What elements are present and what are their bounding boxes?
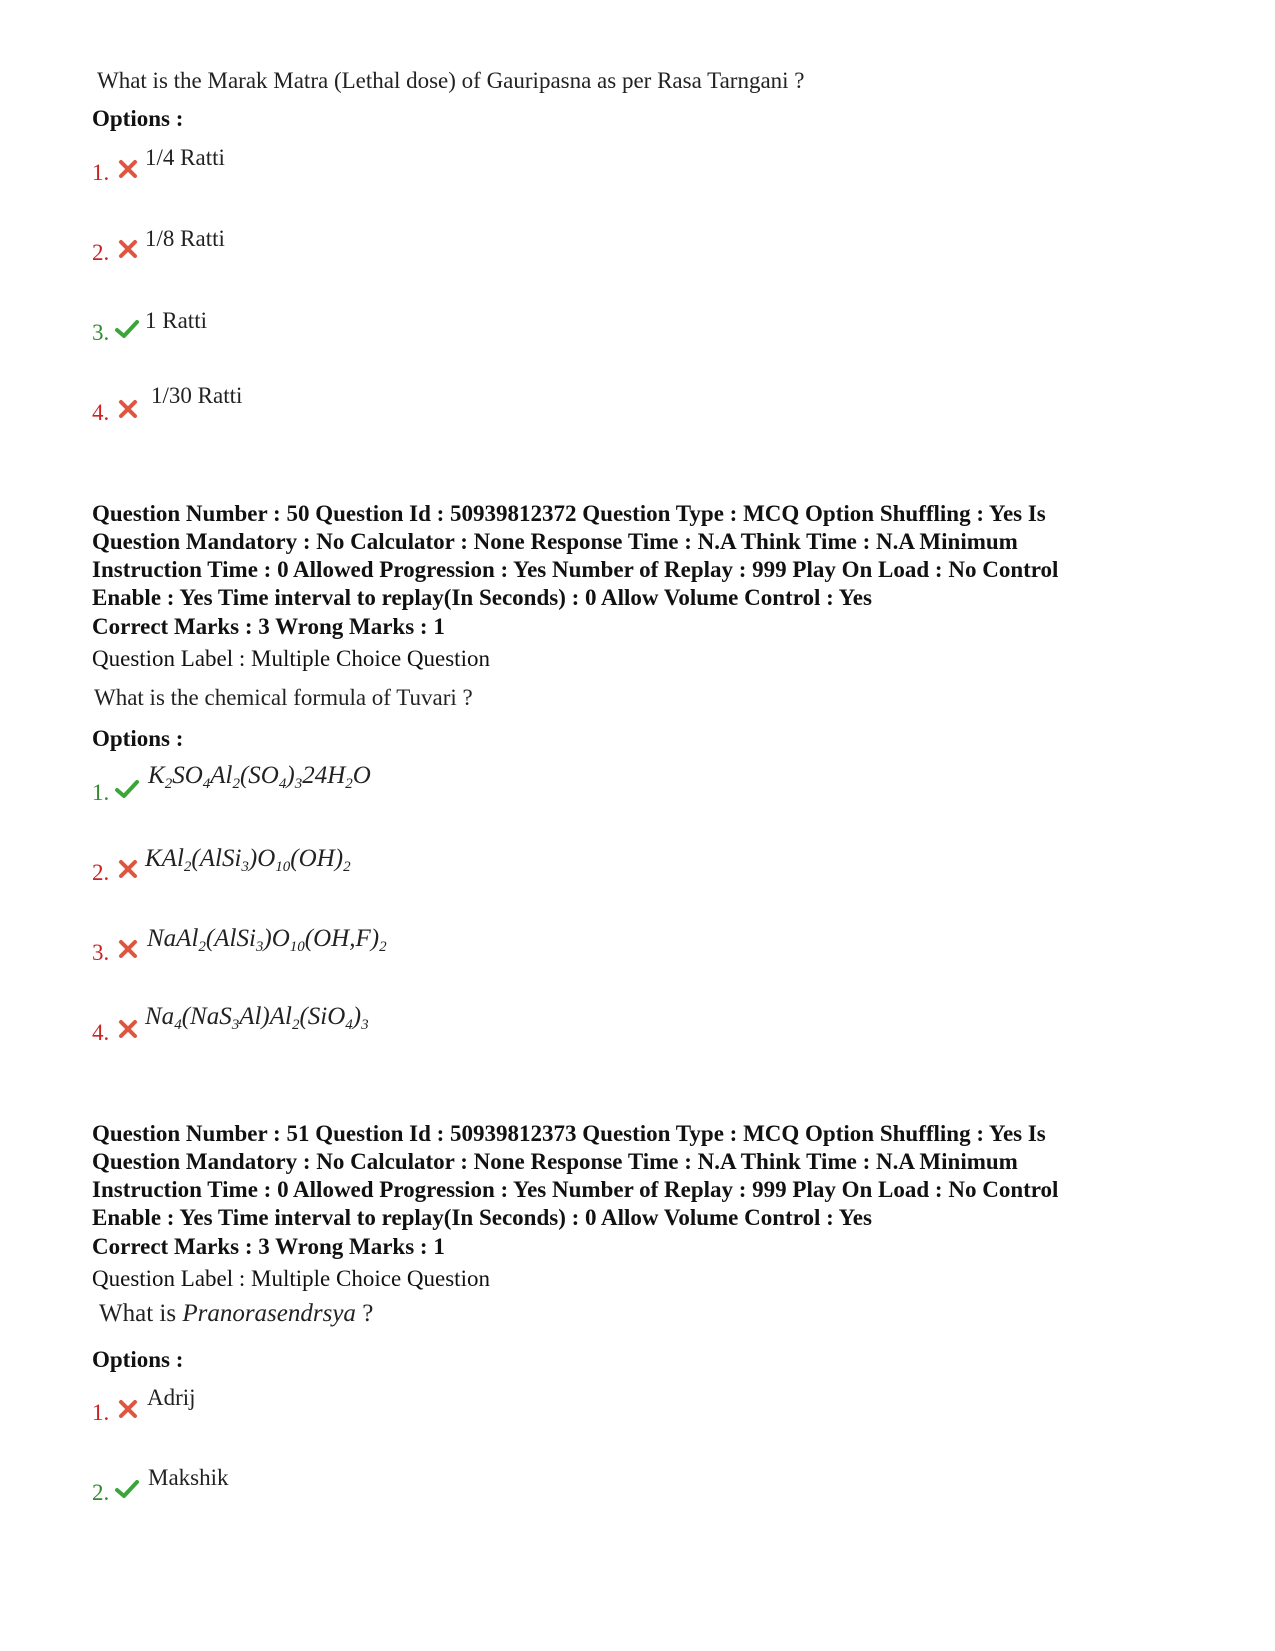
option-text: Makshik [148,1465,229,1490]
formula-text: )O [263,925,290,952]
formula-text: ) [286,762,295,789]
check-icon [114,318,140,340]
option-number: 1. [92,160,110,185]
formula-text: (OH) [290,845,344,872]
question-meta [92,1120,1202,1232]
formula-subscript: 3 [361,1017,369,1033]
formula-text: K [148,762,165,789]
formula-subscript: 2 [164,776,173,792]
question-label: Question Label : Multiple Choice Question [92,1266,490,1291]
option-item [92,780,109,806]
options-label: Options : [92,726,184,751]
option-formula [145,845,351,876]
formula-text: Na [145,1003,175,1030]
meta-line: Instruction Time : 0 Allowed Progression : Yes Number of Replay : 999 Play On Load : No Control [92,557,1059,582]
cross-icon [116,158,142,180]
option-number: 2. [92,1480,110,1505]
meta-line: Question Mandatory : No Calculator : None Response Time : N.A Think Time : N.A Minimum [92,1149,1018,1174]
option-number: 3. [92,940,110,965]
formula-text: )O [248,845,276,872]
option-number: 1. [92,780,110,805]
formula-subscript: 2 [232,776,240,792]
option-number: 4. [92,400,110,425]
formula-text: Al [210,762,233,789]
formula-subscript: 4 [202,776,211,792]
formula-subscript: 2 [343,859,351,875]
formula-subscript: 3 [241,859,249,875]
formula-subscript: 2 [183,859,192,875]
option-number: 3. [92,320,110,345]
option-item [92,1400,109,1426]
question-prefix: What is [99,1300,183,1327]
formula-subscript: 2 [379,939,387,955]
option-item [92,400,109,426]
formula-text: ) [352,1003,362,1030]
question-text [99,1300,373,1328]
option-number: 1. [92,1400,110,1425]
meta-line: Enable : Yes Time interval to replay(In Seconds) : 0 Allow Volume Control : Yes [92,1205,872,1230]
marks-line: Correct Marks : 3 Wrong Marks : 1 [92,1234,445,1259]
option-text: 1/8 Ratti [145,226,225,251]
question-label: Question Label : Multiple Choice Question [92,646,490,671]
option-number: 2. [92,240,110,265]
formula-text: SO [172,762,203,789]
option-number: 2. [92,860,110,885]
option-formula [147,925,387,956]
check-icon [114,778,140,800]
formula-subscript: 3 [294,776,303,792]
option-text: Adrij [147,1385,196,1410]
question-term: Pranorasendrsya [182,1300,356,1327]
cross-icon [116,1398,142,1420]
formula-text: (AlSi [205,925,256,952]
formula-subscript: 4 [174,1017,182,1033]
check-icon [114,1478,140,1500]
formula-text: Al)Al [239,1003,292,1030]
meta-line: Instruction Time : 0 Allowed Progression : Yes Number of Replay : 999 Play On Load : No Control [92,1177,1059,1202]
formula-subscript: 4 [345,1017,353,1033]
option-text: 1/30 Ratti [151,383,243,408]
formula-text: O [352,762,371,789]
formula-text: 24H [302,762,346,789]
option-item [92,240,109,266]
option-item [92,1020,109,1046]
meta-line: Question Number : 51 Question Id : 50939812373 Question Type : MCQ Option Shuffling : Yes Is [92,1121,1046,1146]
options-label: Options : [92,1347,184,1372]
formula-subscript: 3 [255,939,264,955]
option-item [92,320,109,346]
option-formula [145,1003,369,1034]
formula-subscript: 10 [275,859,291,875]
cross-icon [116,938,142,960]
option-text: 1/4 Ratti [145,145,225,170]
formula-text: (SO [239,762,279,789]
formula-subscript: 3 [231,1017,240,1033]
question-meta [92,500,1202,612]
option-item [92,940,109,966]
meta-line: Enable : Yes Time interval to replay(In Seconds) : 0 Allow Volume Control : Yes [92,585,872,610]
cross-icon [116,858,142,880]
options-label: Options : [92,106,184,131]
formula-subscript: 10 [289,939,305,955]
option-item [92,160,109,186]
option-text: 1 Ratti [145,308,207,333]
meta-line: Question Mandatory : No Calculator : None Response Time : N.A Think Time : N.A Minimum [92,529,1018,554]
cross-icon [116,238,142,260]
question-suffix: ? [355,1300,374,1327]
option-item [92,860,109,886]
formula-text: (OH,F) [304,925,380,952]
formula-subscript: 2 [198,939,206,955]
formula-text: (NaS [181,1003,232,1030]
cross-icon [116,1018,142,1040]
question-text: What is the chemical formula of Tuvari ? [94,685,473,710]
formula-text: KAl [145,845,184,872]
formula-subscript: 4 [278,776,287,792]
option-item [92,1480,109,1506]
formula-text: (SiO [299,1003,346,1030]
formula-subscript: 2 [291,1017,300,1033]
formula-text: (AlSi [191,845,242,872]
option-number: 4. [92,1020,110,1045]
formula-subscript: 2 [345,776,353,792]
formula-text: NaAl [147,925,199,952]
meta-line: Question Number : 50 Question Id : 50939812372 Question Type : MCQ Option Shuffling : Yes Is [92,501,1046,526]
option-formula [148,762,371,793]
marks-line: Correct Marks : 3 Wrong Marks : 1 [92,614,445,639]
question-text: What is the Marak Matra (Lethal dose) of Gauripasna as per Rasa Tarngani ? [97,68,805,93]
cross-icon [116,398,142,420]
